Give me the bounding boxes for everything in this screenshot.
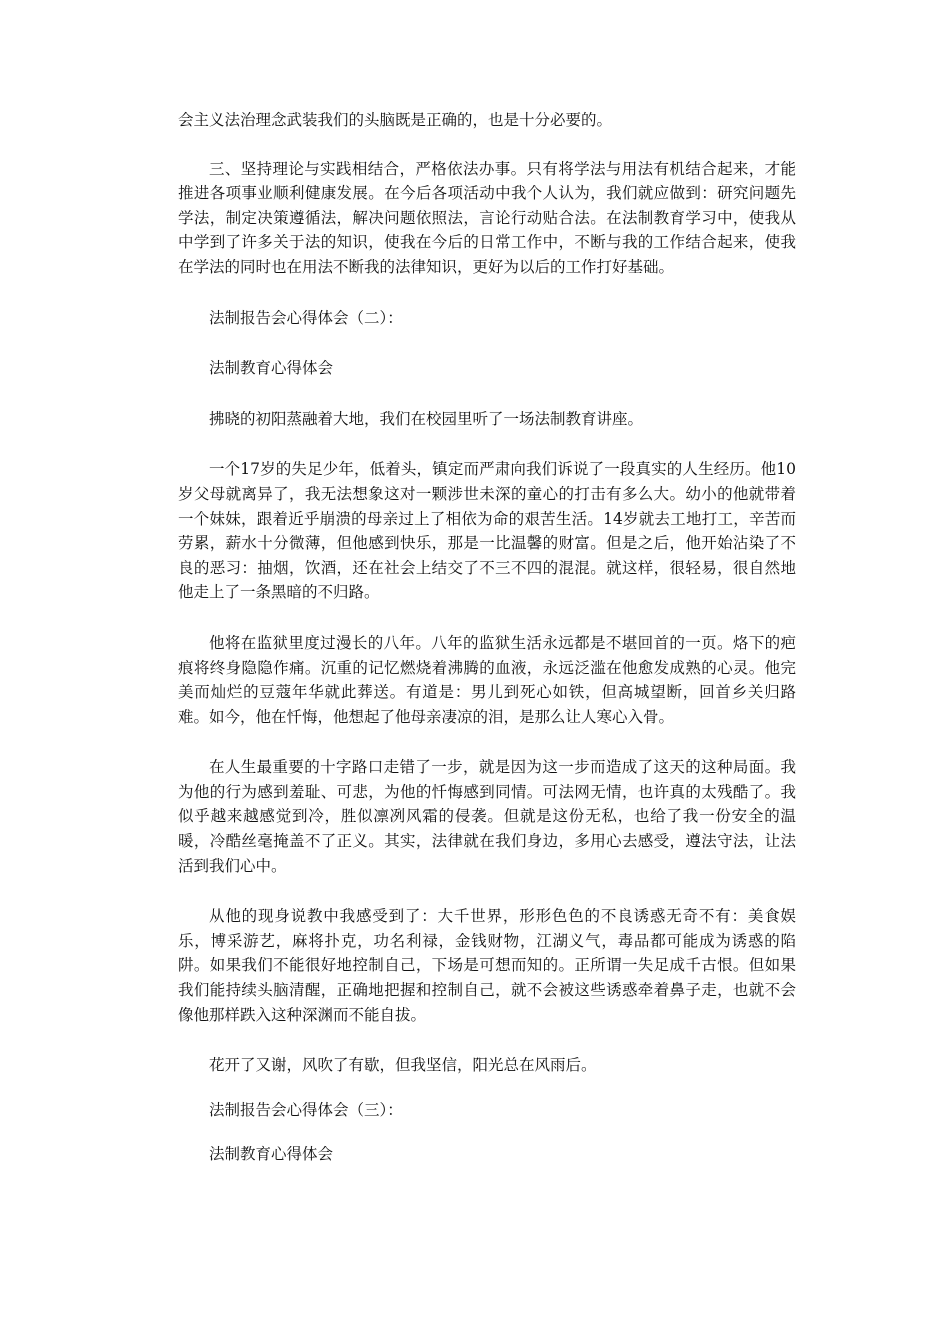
paragraph-point-three: 三、坚持理论与实践相结合，严格依法办事。只有将学法与用法有机结合起来，才能推进各项事业顺利健康发展。在今后各项活动中我个人认为，我们就应做到：研究问题先学法，制定决策遵循法，解决问题依照法，言论行动贴合法。在法制教育学习中，使我从中学到了许多关于法的知识，使我在今后的日常工作中，不断与我的工作结合起来，使我在学法的同时也在用法不断我的法律知识，更好为以后的工作打好基础。 xyxy=(178,159,796,276)
section-heading-two: 法制报告会心得体会（二）： xyxy=(209,308,403,327)
section-subtitle-two: 法制教育心得体会 xyxy=(209,359,334,378)
paragraph-closing: 花开了又谢，风吹了有歇，但我坚信，阳光总在风雨后。 xyxy=(209,1056,597,1075)
paragraph-continuation: 会主义法治理念武装我们的头脑既是正确的，也是十分必要的。 xyxy=(178,111,613,129)
document-body xyxy=(178,108,796,1167)
paragraph-story: 一个17岁的失足少年，低着头，镇定而严肃向我们诉说了一段真实的人生经历。他10岁父母就离异了，我无法想象这对一颗涉世未深的童心的打击有多么大。幼小的他就带着一个妹妹，跟着近乎崩溃的母亲过上了相依为命的艰苦生活。14岁就去工地打工，辛苦而劳累，薪水十分微薄，但他感到快乐，那是一比温馨的财富。但是之后，他开始沾染了不良的恶习：抽烟，饮酒，还在社会上结交了不三不四的混混。就这样，很轻易，很自然地他走上了一条黑暗的不归路。 xyxy=(178,460,796,602)
paragraph-intro: 拂晓的初阳蒸融着大地，我们在校园里听了一场法制教育讲座。 xyxy=(209,409,644,428)
paragraph-prison: 他将在监狱里度过漫长的八年。八年的监狱生活永远都是不堪回首的一页。烙下的疤痕将终身隐隐作痛。沉重的记忆燃烧着沸腾的血液，永远泛滥在他愈发成熟的心灵。他完美而灿烂的豆蔻年华就此葬送。有道是：男儿到死心如铁，但高城望断，回首乡关归路难。如今，他在忏悔，他想起了他母亲凄凉的泪，是那么让人寒心入骨。 xyxy=(178,633,796,726)
section-heading-three: 法制报告会心得体会（三）： xyxy=(209,1100,403,1119)
section-subtitle-three: 法制教育心得体会 xyxy=(209,1145,334,1164)
paragraph-crossroads: 在人生最重要的十字路口走错了一步，就是因为这一步而造成了这天的这种局面。我为他的行为感到羞耻、可悲，为他的忏悔感到同情。可法网无情，也许真的太残酷了。我似乎越来越感觉到冷，胜似凛冽风霜的侵袭。但就是这份无私，也给了我一份安全的温暖，冷酷丝毫掩盖不了正义。其实，法律就在我们身边，多用心去感受，遵法守法，让法活到我们心中。 xyxy=(178,758,796,875)
paragraph-temptation: 从他的现身说教中我感受到了：大千世界，形形色色的不良诱惑无奇不有：美食娱乐，博采游艺，麻将扑克，功名利禄，金钱财物，江湖义气，毒品都可能成为诱惑的陷阱。如果我们不能很好地控制自己，下场是可想而知的。正所谓一失足成千古恨。但如果我们能持续头脑清醒，正确地把握和控制自己，就不会被这些诱惑牵着鼻子走，也就不会像他那样跌入这种深渊而不能自拔。 xyxy=(178,907,796,1024)
